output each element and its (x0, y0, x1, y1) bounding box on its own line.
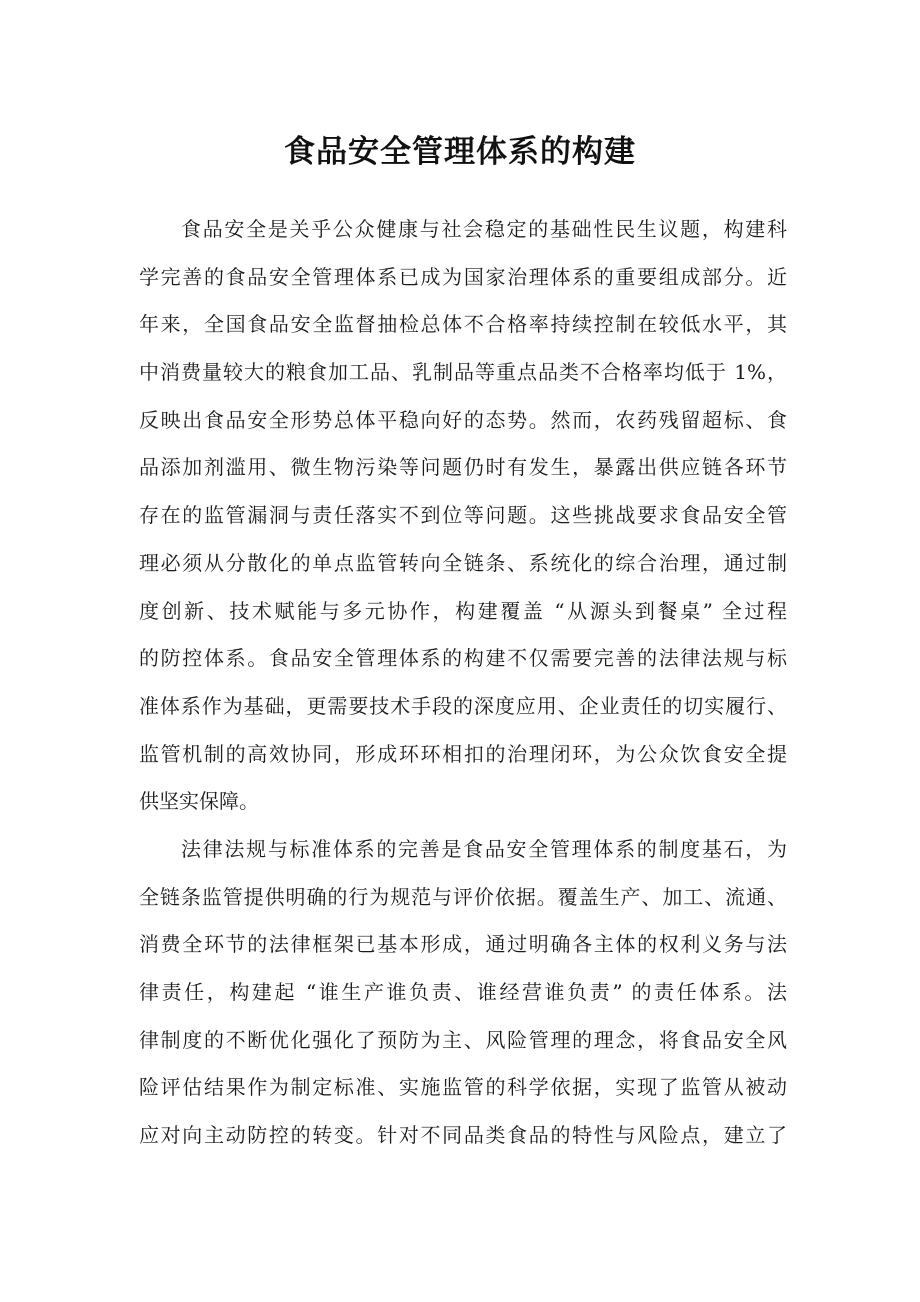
paragraph-line: 中消费量较大的粮食加工品、乳制品等重点品类不合格率均低于 1%， (139, 360, 787, 385)
paragraph-line: 律责任，构建起 “谁生产谁负责、谁经营谁负责” 的责任体系。法 (139, 980, 787, 1004)
document-body (139, 206, 787, 1160)
paragraph-line: 食品安全是关乎公众健康与社会稳定的基础性民生议题，构建科 (181, 217, 787, 241)
paragraph-line: 消费全环节的法律框架已基本形成，通过明确各主体的权利义务与法 (139, 932, 787, 957)
paragraph-line: 法律法规与标准体系的完善是食品安全管理体系的制度基石，为 (181, 836, 787, 861)
paragraph-line: 品添加剂滥用、微生物污染等问题仍时有发生，暴露出供应链各环节 (139, 455, 787, 480)
paragraph-line: 度创新、技术赋能与多元协作，构建覆盖 “从源头到餐桌” 全过程 (139, 598, 787, 623)
paragraph-2 (139, 826, 787, 1160)
paragraph-line: 的防控体系。食品安全管理体系的构建不仅需要完善的法律法规与标 (139, 646, 787, 671)
paragraph-1 (139, 206, 787, 826)
document-title: 食品安全管理体系的构建 (284, 134, 636, 170)
paragraph-line: 险评估结果作为制定标准、实施监管的科学依据，实现了监管从被动 (139, 1075, 787, 1100)
paragraph-line: 理必须从分散化的单点监管转向全链条、系统化的综合治理，通过制 (139, 550, 787, 575)
paragraph-line: 全链条监管提供明确的行为规范与评价依据。覆盖生产、加工、流通、 (139, 884, 787, 909)
paragraph-line: 律制度的不断优化强化了预防为主、风险管理的理念，将食品安全风 (139, 1027, 787, 1052)
paragraph-line: 年来，全国食品安全监督抽检总体不合格率持续控制在较低水平，其 (139, 312, 787, 337)
paragraph-line: 准体系作为基础，更需要技术手段的深度应用、企业责任的切实履行、 (139, 693, 787, 718)
paragraph-line: 应对向主动防控的转变。针对不同品类食品的特性与风险点，建立了 (139, 1123, 787, 1148)
paragraph-line: 学完善的食品安全管理体系已成为国家治理体系的重要组成部分。近 (139, 264, 787, 289)
paragraph-line: 监管机制的高效协同，形成环环相扣的治理闭环，为公众饮食安全提 (139, 741, 787, 766)
paragraph-line: 反映出食品安全形势总体平稳向好的态势。然而，农药残留超标、食 (139, 407, 787, 432)
paragraph-line: 存在的监管漏洞与责任落实不到位等问题。这些挑战要求食品安全管 (139, 503, 787, 528)
paragraph-line: 供坚实保障。 (139, 789, 259, 814)
